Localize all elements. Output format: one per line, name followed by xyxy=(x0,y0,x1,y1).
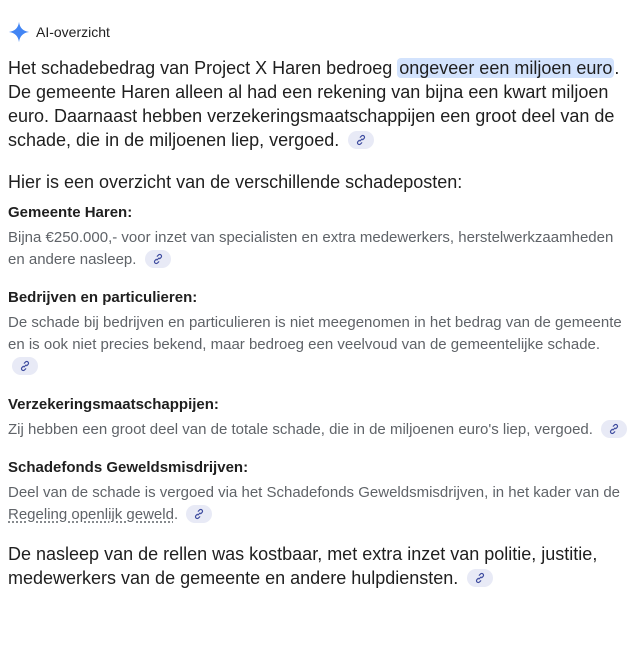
source-link-button[interactable] xyxy=(12,357,38,375)
regeling-link[interactable]: Regeling openlijk geweld xyxy=(8,506,174,523)
summary-paragraph xyxy=(8,56,629,152)
section-body xyxy=(8,482,629,526)
section-title: Verzekeringsmaatschappijen: xyxy=(8,396,219,413)
section-body-text: Bijna €250.000,- voor inzet van specialisten en extra medewerkers, herstelwerkzaamheden en andere nasleep. xyxy=(8,229,614,268)
section-title: Schadefonds Geweldsmisdrijven: xyxy=(8,459,249,476)
ai-overview-panel xyxy=(0,18,637,590)
section-bedrijven-particulieren xyxy=(8,287,629,378)
link-icon xyxy=(19,360,31,372)
link-icon xyxy=(152,253,164,265)
source-link-button[interactable] xyxy=(348,131,374,149)
section-body-text: Zij hebben een groot deel van de totale schade, die in de miljoenen euro's liep, vergoed. xyxy=(8,421,593,438)
closing-paragraph xyxy=(8,542,629,590)
ai-overview-header xyxy=(8,18,629,46)
link-icon xyxy=(355,134,367,146)
summary-text-after: . De gemeente Haren alleen al had een rekening van bijna een kwart miljoen euro. Daarnaast hebben verzekeringsmaatschappijen een groot deel van de schade, die in de miljoenen liep, vergoed. xyxy=(8,58,620,150)
section-gemeente-haren xyxy=(8,202,629,271)
section-body xyxy=(8,227,629,271)
section-title: Gemeente Haren: xyxy=(8,204,133,221)
link-icon xyxy=(474,572,486,584)
section-body xyxy=(8,419,629,441)
summary-highlight[interactable]: ongeveer een miljoen euro xyxy=(399,58,613,78)
section-body-text: De schade bij bedrijven en particulieren is niet meegenomen in het bedrag van de gemeente en is ook niet precies bekend, maar bedroeg een veelvoud van de gemeentelijke schade. xyxy=(8,314,622,353)
section-body-text: Deel van de schade is vergoed via het Schadefonds Geweldsmisdrijven, in het kader van de xyxy=(8,484,621,501)
sparkle-icon xyxy=(8,21,30,43)
source-link-button[interactable] xyxy=(467,569,493,587)
source-link-button[interactable] xyxy=(186,505,212,523)
link-icon xyxy=(193,508,205,520)
section-body-text-end: . xyxy=(173,506,179,523)
summary-text-before: Het schadebedrag van Project X Haren bedroeg xyxy=(8,58,398,78)
section-title: Bedrijven en particulieren: xyxy=(8,289,198,306)
section-verzekeringsmaatschappijen xyxy=(8,394,629,441)
overview-intro: Hier is een overzicht van de verschillende schadeposten: xyxy=(8,172,463,192)
ai-overview-label: AI-overzicht xyxy=(36,24,110,40)
source-link-button[interactable] xyxy=(601,420,627,438)
section-body xyxy=(8,312,629,378)
closing-text: De nasleep van de rellen was kostbaar, met extra inzet van politie, justitie, medewerkers van de gemeente en andere hulpdiensten. xyxy=(8,544,598,588)
link-icon xyxy=(608,423,620,435)
section-schadefonds xyxy=(8,457,629,526)
source-link-button[interactable] xyxy=(145,250,171,268)
